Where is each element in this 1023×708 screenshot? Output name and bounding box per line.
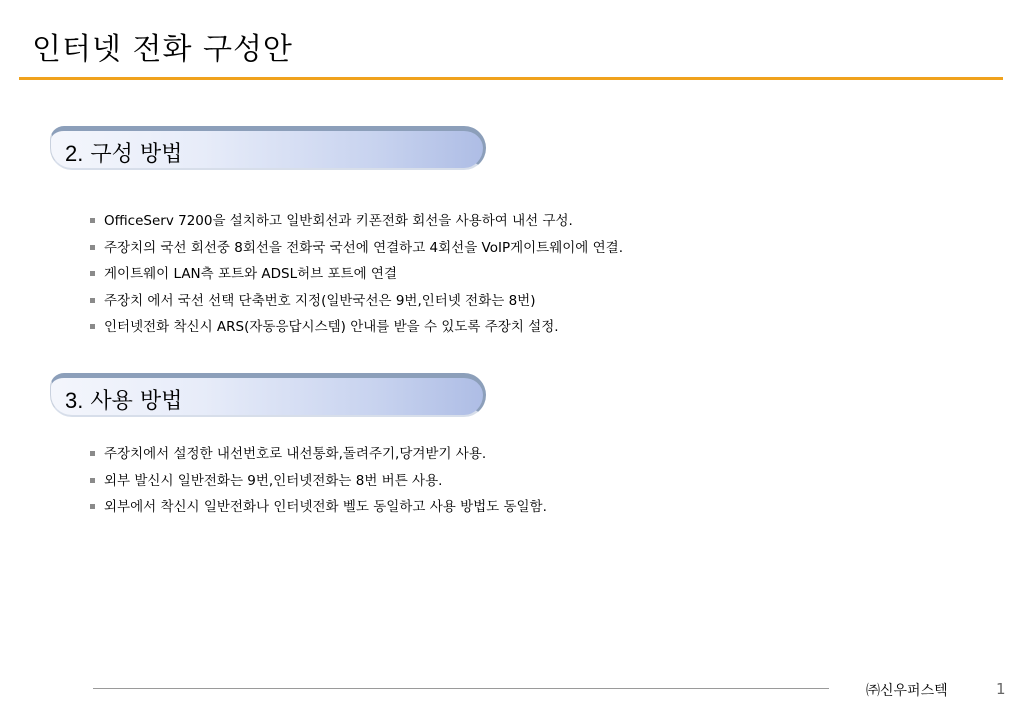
- bullet-square-icon: [90, 271, 95, 276]
- section-header-construction: [50, 126, 488, 172]
- bullet-square-icon: [90, 298, 95, 303]
- page-title: 인터넷 전화 구성안: [32, 32, 293, 67]
- list-item: 주장치의 국선 회선중 8회선을 전화국 국선에 연결하고 4회선을 VoIP게이트웨이에 연결.: [88, 235, 623, 262]
- bullet-square-icon: [90, 218, 95, 223]
- construction-bullet-list: [88, 208, 623, 341]
- bullet-square-icon: [90, 245, 95, 250]
- bullet-square-icon: [90, 478, 95, 483]
- footer-divider: [93, 688, 829, 689]
- list-item: 주장치 에서 국선 선택 단축번호 지정(일반국선은 9번,인터넷 전화는 8번): [88, 288, 623, 315]
- list-item: 인터넷전화 착신시 ARS(자동응답시스템) 안내를 받을 수 있도록 주장치 설정.: [88, 314, 623, 341]
- section-number: 3.: [65, 388, 84, 413]
- page-number: 1: [996, 680, 1006, 698]
- bullet-square-icon: [90, 451, 95, 456]
- list-item: 게이트웨이 LAN측 포트와 ADSL허브 포트에 연결: [88, 261, 623, 288]
- footer-company-name: ㈜신우퍼스텍: [866, 683, 948, 699]
- list-item: 외부에서 착신시 일반전화나 인터넷전화 벨도 동일하고 사용 방법도 동일함.: [88, 494, 547, 521]
- section-number: 2.: [65, 141, 84, 166]
- bullet-square-icon: [90, 324, 95, 329]
- section-heading: [65, 137, 182, 168]
- bullet-square-icon: [90, 504, 95, 509]
- section-heading: [65, 384, 182, 415]
- section-title: 사용 방법: [90, 389, 183, 414]
- section-title: 구성 방법: [90, 142, 183, 167]
- title-underline: [19, 77, 1003, 80]
- section-header-usage: [50, 373, 488, 419]
- usage-bullet-list: [88, 441, 547, 521]
- list-item: 주장치에서 설정한 내선번호로 내선통화,돌려주기,당겨받기 사용.: [88, 441, 547, 468]
- list-item: 외부 발신시 일반전화는 9번,인터넷전화는 8번 버튼 사용.: [88, 468, 547, 495]
- list-item: OfficeServ 7200을 설치하고 일반회선과 키폰전화 회선을 사용하여 내선 구성.: [88, 208, 623, 235]
